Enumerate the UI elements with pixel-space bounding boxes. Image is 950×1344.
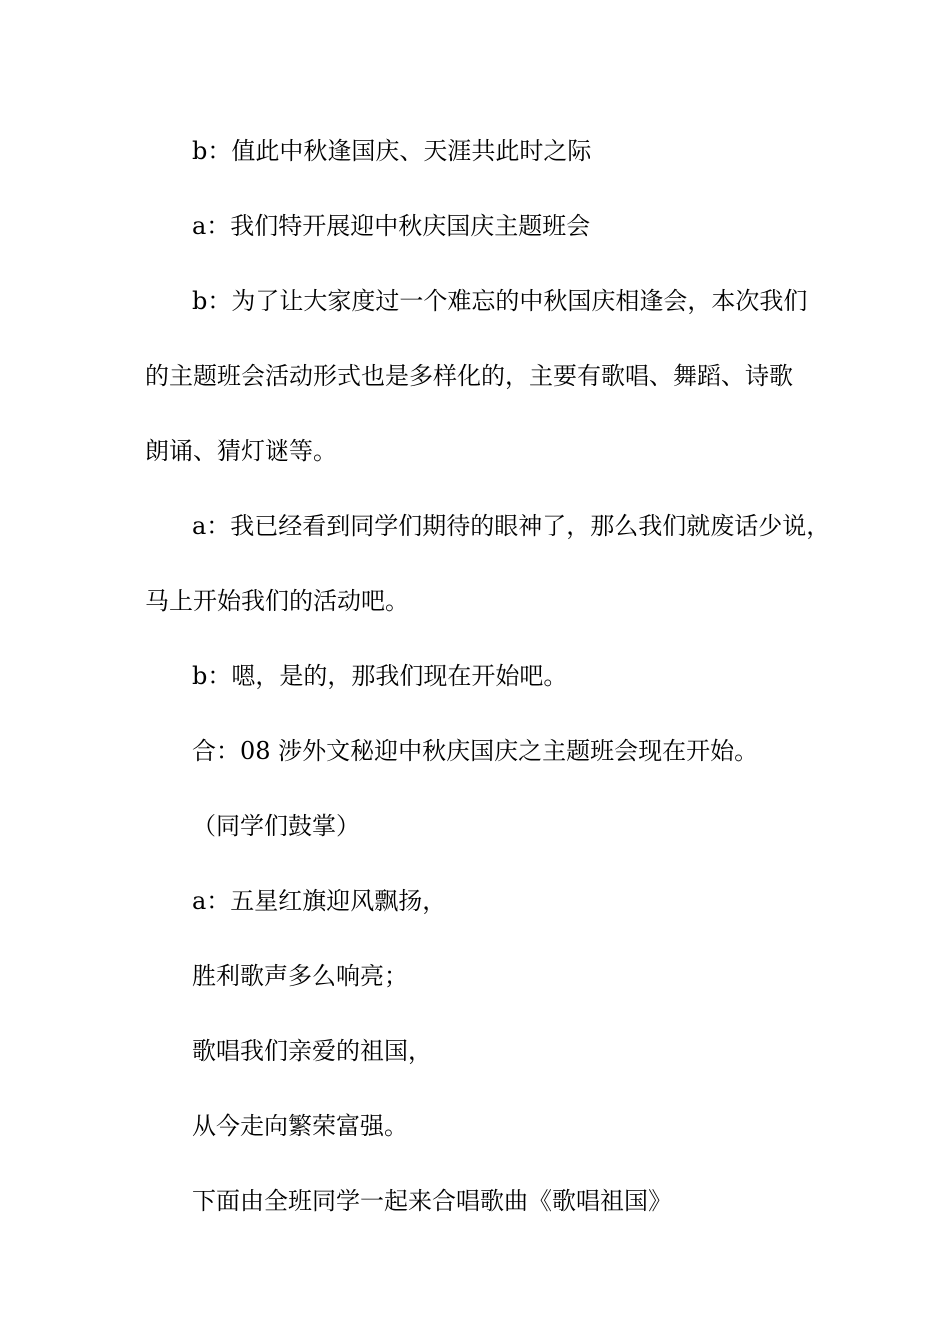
dialogue-line-a-start: a：我已经看到同学们期待的眼神了，那么我们就废话少说， xyxy=(192,512,831,540)
dialogue-line-together: 合：08 涉外文秘迎中秋庆国庆之主题班会现在开始。 xyxy=(192,737,759,765)
poem-line-2: 胜利歌声多么响亮； xyxy=(192,962,408,990)
dialogue-line-a-theme: a：我们特开展迎中秋庆国庆主题班会 xyxy=(192,212,591,240)
dialogue-line-b-activities: b：为了让大家度过一个难忘的中秋国庆相逢会，本次我们 xyxy=(192,287,808,315)
dialogue-line-b-activities-cont: 的主题班会活动形式也是多样化的，主要有歌唱、舞蹈、诗歌 xyxy=(145,362,793,390)
dialogue-line-b-intro: b：值此中秋逢国庆、天涯共此时之际 xyxy=(192,137,592,165)
poem-line-4: 从今走向繁荣富强。 xyxy=(192,1112,408,1140)
stage-direction-applause: （同学们鼓掌） xyxy=(192,812,360,840)
dialogue-line-b-activities-end: 朗诵、猜灯谜等。 xyxy=(145,437,337,465)
poem-line-1: a：五星红旗迎风飘扬， xyxy=(192,887,447,915)
song-announcement: 下面由全班同学一起来合唱歌曲《歌唱祖国》 xyxy=(192,1187,672,1215)
dialogue-line-b-agree: b：嗯，是的，那我们现在开始吧。 xyxy=(192,662,568,690)
dialogue-line-a-start-cont: 马上开始我们的活动吧。 xyxy=(145,587,409,615)
poem-line-3: 歌唱我们亲爱的祖国， xyxy=(192,1037,432,1065)
